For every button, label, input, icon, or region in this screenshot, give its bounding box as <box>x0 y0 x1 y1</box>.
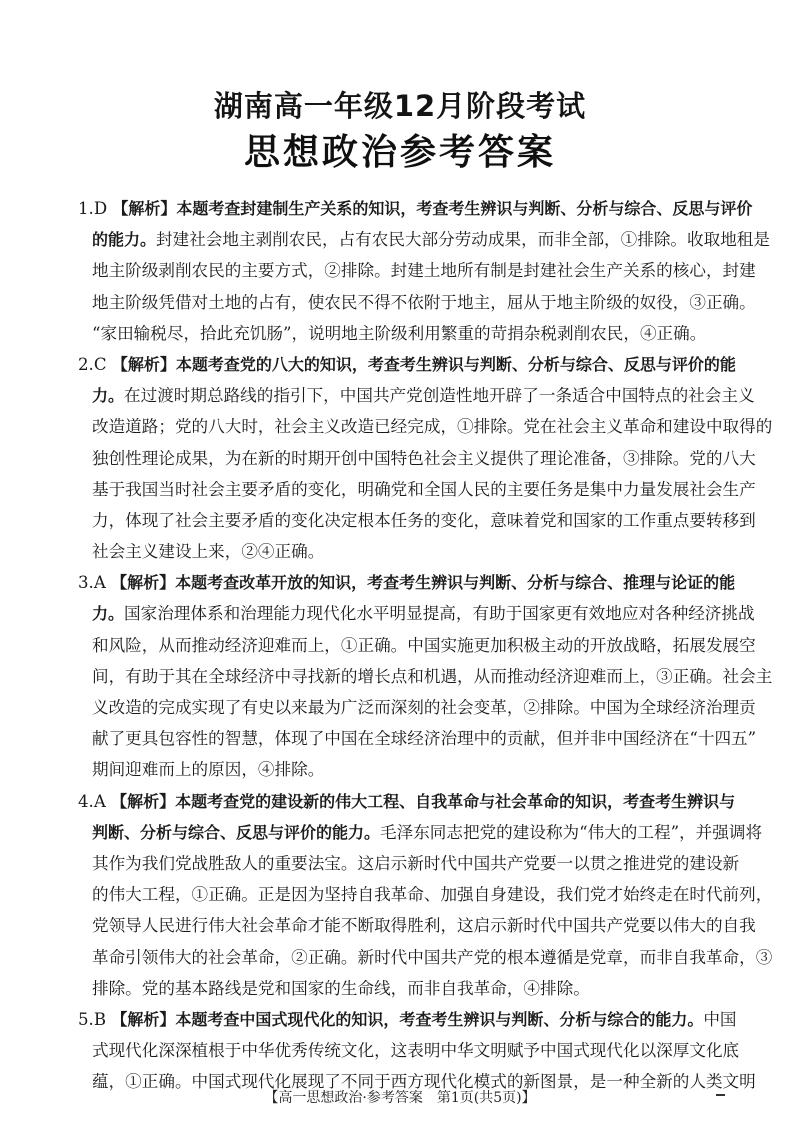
exam-title: 湖南高一年级12月阶段考试 <box>213 89 587 123</box>
analysis-text: 党领导人民进行伟大社会革命才能不断取得胜利，这启示新时代中国共产党要以伟大的自我 <box>92 916 756 936</box>
answer-line <box>78 817 763 848</box>
analysis-heading: 【解析】本题考查中国式现代化的知识，考查考生辨识与判断、分析与综合的能力。 <box>111 1009 704 1029</box>
answer-line <box>78 661 773 692</box>
analysis-text: 献了更具包容性的智慧，体现了中国在全球经济治理中的贡献，但并非中国经济在“十四五” <box>92 729 757 749</box>
page-footer: 【高一思想政治·参考答案 第1页(共5页)】 <box>264 1090 536 1106</box>
answer-number: 3.A <box>78 573 112 593</box>
analysis-text: 独创性理论成果，为在新的时期开创中国特色社会主义提供了理论准备，③排除。党的八大 <box>92 448 756 468</box>
analysis-text: 社会主义建设上来，②④正确。 <box>92 542 325 562</box>
answer-line <box>78 723 757 754</box>
answer-line <box>78 786 736 817</box>
analysis-heading: 力。 <box>92 604 125 624</box>
answer-item <box>78 567 773 785</box>
analysis-text: 力，体现了社会主要矛盾的变化决定根本任务的变化，意味着党和国家的工作重点要转移到 <box>92 510 756 530</box>
analysis-text: “家田输税尽，拾此充饥肠”，说明地主阶级利用繁重的苛捐杂税剥削农民，④正确。 <box>92 323 707 343</box>
answer-line <box>78 1035 740 1066</box>
analysis-text: 中国 <box>703 1009 737 1029</box>
answer-line <box>78 443 756 474</box>
answer-line <box>78 411 773 442</box>
answer-number: 5.B <box>78 1009 112 1029</box>
answer-line <box>78 318 726 349</box>
analysis-text: 在过渡时期总路线的指引下，中国共产党创造性地开辟了一条适合中国特点的社会主义 <box>124 386 755 406</box>
analysis-text: 革命引领伟大的社会革命，②正确。新时代中国共产党的根本遵循是党章，而非自我革命，③ <box>92 947 773 967</box>
answer-line <box>78 224 770 255</box>
analysis-text: 地主阶级凭借对土地的占有，使农民不得不依附于地主，屈从于地主阶级的奴役，③正确。 <box>92 292 756 312</box>
answer-line <box>78 536 726 567</box>
analysis-text: 式现代化深深植根于中华优秀传统文化，这表明中华文明赋予中国式现代化以深厚文化底 <box>92 1041 740 1061</box>
answer-line <box>78 287 756 318</box>
answer-item <box>78 349 773 567</box>
answer-line <box>78 848 740 879</box>
answer-line <box>78 567 736 598</box>
answer-line <box>78 754 726 785</box>
answer-item <box>78 786 773 1004</box>
analysis-text: 基于我国当时社会主要矛盾的变化，明确党和全国人民的主要任务是集中力量发展社会生产 <box>92 479 756 499</box>
analysis-text: 国家治理体系和治理能力现代化水平明显提高，有助于国家更有效地应对各种经济挑战 <box>124 604 755 624</box>
answer-line <box>78 193 753 224</box>
analysis-text: 间，有助于其在全球经济中寻找新的增长点和机遇，从而推动经济迎难而上，③正确。社会主 <box>92 666 773 686</box>
answer-line <box>78 380 755 411</box>
answer-line <box>78 879 773 910</box>
analysis-text: 其作为我们党战胜敌人的重要法宝。这启示新时代中国共产党要一以贯之推进党的建设新 <box>92 853 740 873</box>
analysis-text: 和风险，从而推动经济迎难而上，①正确。中国实施更加积极主动的开放战略，拓展发展空 <box>92 635 756 655</box>
answer-item <box>78 1004 756 1098</box>
analysis-text: 封建社会地主剥削农民，占有农民大部分劳动成果，而非全部，①排除。收取地租是 <box>156 230 770 250</box>
analysis-heading: 判断、分析与综合、反思与评价的能力。 <box>92 822 381 842</box>
analysis-heading: 【解析】本题考查改革开放的知识，考查考生辨识与判断、分析与综合、推理与论证的能 <box>111 573 736 593</box>
answer-number: 4.A <box>78 791 112 811</box>
analysis-text: 排除。党的基本路线是党和国家的生命线，而非自我革命，④排除。 <box>92 978 590 998</box>
answer-list <box>78 193 773 1097</box>
analysis-heading: 【解析】本题考查封建制生产关系的知识，考查考生辨识与判断、分析与综合、反思与评价 <box>112 199 753 218</box>
answer-line <box>78 505 756 536</box>
analysis-text: 改造道路；党的八大时，社会主义改造已经完成，①排除。党在社会主义革命和建设中取得的 <box>92 417 773 437</box>
analysis-heading: 的能力。 <box>92 230 157 250</box>
analysis-text: 期间迎难而上的原因，④排除。 <box>92 760 325 780</box>
answer-line <box>78 630 756 661</box>
answer-line <box>78 255 756 286</box>
answer-line <box>78 598 755 629</box>
answer-line <box>78 910 756 941</box>
analysis-heading: 力。 <box>92 386 125 406</box>
answer-number: 2.C <box>78 354 112 374</box>
analysis-text: 义改造的完成实现了有史以来最为广泛而深刻的社会变革，②排除。中国为全球经济治理贡 <box>92 698 756 717</box>
analysis-text: 地主阶级剥削农民的主要方式，②排除。封建土地所有制是封建社会生产关系的核心，封建 <box>92 261 756 281</box>
analysis-heading: 【解析】本题考查党的建设新的伟大工程、自我革命与社会革命的知识，考查考生辨识与 <box>111 791 736 811</box>
answer-item <box>78 193 770 349</box>
answer-line <box>78 349 736 380</box>
analysis-text: 毛泽东同志把党的建设称为“伟大的工程”，并强调将 <box>380 822 763 842</box>
answer-line <box>78 1004 737 1035</box>
analysis-heading: 【解析】本题考查党的八大的知识，考查考生辨识与判断、分析与综合、反思与评价的能 <box>111 354 736 374</box>
answer-number: 1.D <box>78 199 113 218</box>
answer-line <box>78 692 756 723</box>
subject-title: 思想政治参考答案 <box>243 132 556 173</box>
analysis-text: 的伟大工程，①正确。正是因为坚持自我革命、加强自身建设，我们党才始终走在时代前列， <box>92 885 773 905</box>
analysis-text: 蕴，①正确。中国式现代化展现了不同于西方现代化模式的新图景，是一种全新的人类文明 <box>92 1072 756 1092</box>
corner-mark <box>716 1094 725 1096</box>
answer-line <box>78 973 726 1004</box>
answer-line <box>78 942 773 973</box>
answer-line <box>78 474 756 505</box>
